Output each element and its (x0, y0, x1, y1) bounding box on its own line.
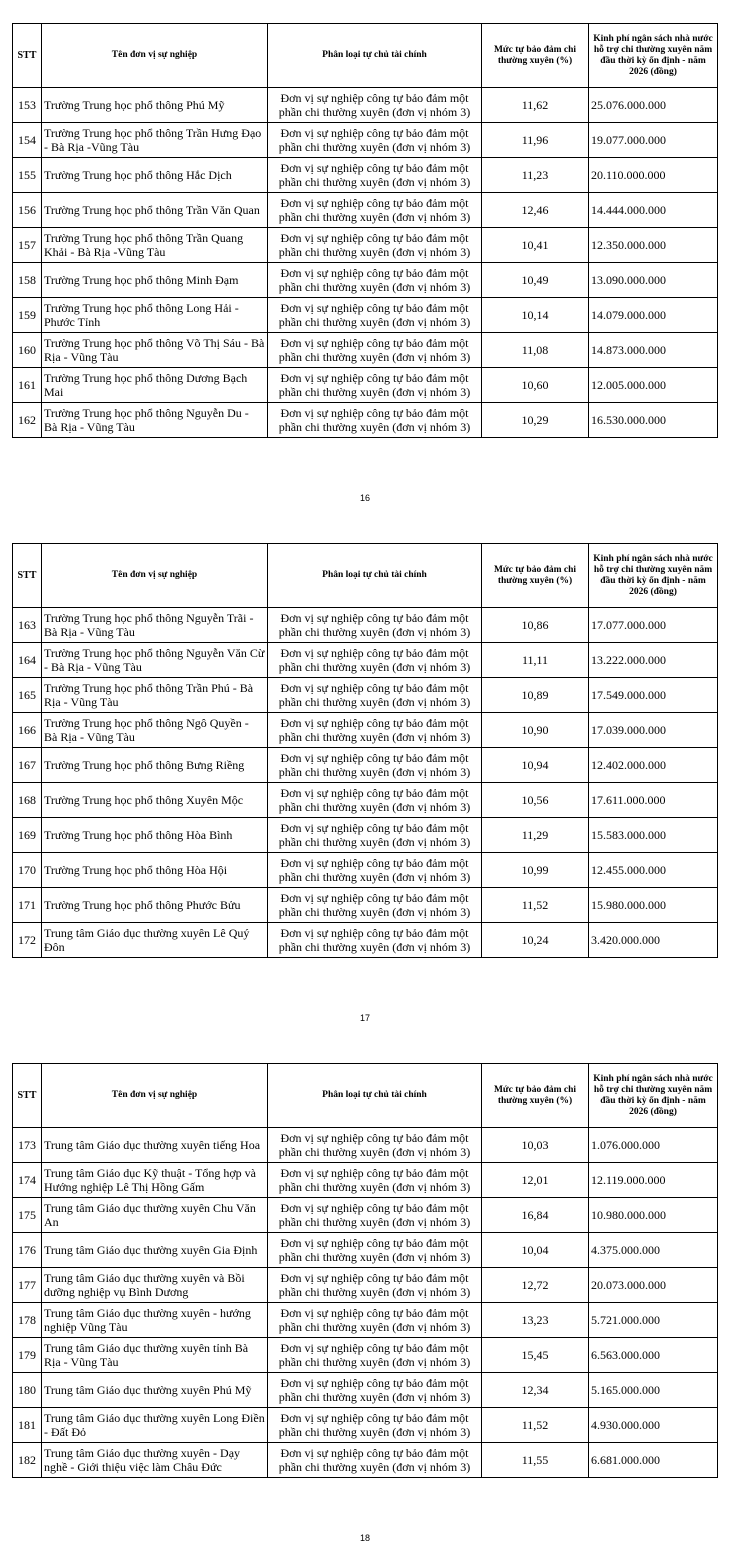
cell-name: Trường Trung học phổ thông Minh Đạm (42, 263, 268, 298)
cell-pct: 10,89 (482, 678, 589, 713)
cell-amount: 12.005.000.000 (589, 368, 718, 403)
table-row (13, 748, 718, 783)
cell-type: Đơn vị sự nghiệp công tự bảo đảm một phần chi thường xuyên (đơn vị nhóm 3) (268, 1373, 482, 1408)
table-row (13, 298, 718, 333)
cell-type: Đơn vị sự nghiệp công tự bảo đảm một phần chi thường xuyên (đơn vị nhóm 3) (268, 1198, 482, 1233)
cell-type: Đơn vị sự nghiệp công tự bảo đảm một phần chi thường xuyên (đơn vị nhóm 3) (268, 888, 482, 923)
cell-stt: 181 (13, 1408, 42, 1443)
table-row (13, 263, 718, 298)
cell-amount: 15.980.000.000 (589, 888, 718, 923)
cell-stt: 179 (13, 1338, 42, 1373)
cell-pct: 10,49 (482, 263, 589, 298)
cell-pct: 16,84 (482, 1198, 589, 1233)
cell-stt: 164 (13, 643, 42, 678)
column-header-name: Tên đơn vị sự nghiệp (42, 1064, 268, 1128)
cell-stt: 166 (13, 713, 42, 748)
cell-name: Trường Trung học phổ thông Võ Thị Sáu - Bà Rịa - Vũng Tàu (42, 333, 268, 368)
cell-stt: 167 (13, 748, 42, 783)
cell-name: Trung tâm Giáo dục thường xuyên tỉnh Bà Rịa - Vũng Tàu (42, 1338, 268, 1373)
cell-amount: 13.222.000.000 (589, 643, 718, 678)
cell-pct: 10,86 (482, 608, 589, 643)
cell-stt: 169 (13, 818, 42, 853)
cell-name: Trung tâm Giáo dục thường xuyên Long Điền - Đất Đỏ (42, 1408, 268, 1443)
cell-pct: 10,14 (482, 298, 589, 333)
table-row (13, 1338, 718, 1373)
cell-type: Đơn vị sự nghiệp công tự bảo đảm một phần chi thường xuyên (đơn vị nhóm 3) (268, 158, 482, 193)
cell-type: Đơn vị sự nghiệp công tự bảo đảm một phần chi thường xuyên (đơn vị nhóm 3) (268, 643, 482, 678)
table-header-row (13, 1064, 718, 1128)
cell-name: Trường Trung học phổ thông Hắc Dịch (42, 158, 268, 193)
page-number: 16 (359, 493, 370, 503)
cell-name: Trường Trung học phổ thông Phước Bửu (42, 888, 268, 923)
table-page-2 (12, 543, 717, 958)
cell-amount: 3.420.000.000 (589, 923, 718, 958)
column-header-type: Phân loại tự chủ tài chính (268, 544, 482, 608)
cell-name: Trường Trung học phổ thông Ngô Quyền - Bà Rịa - Vũng Tàu (42, 713, 268, 748)
cell-amount: 5.721.000.000 (589, 1303, 718, 1338)
cell-type: Đơn vị sự nghiệp công tự bảo đảm một phần chi thường xuyên (đơn vị nhóm 3) (268, 1233, 482, 1268)
table-row (13, 403, 718, 438)
cell-amount: 14.444.000.000 (589, 193, 718, 228)
cell-type: Đơn vị sự nghiệp công tự bảo đảm một phần chi thường xuyên (đơn vị nhóm 3) (268, 608, 482, 643)
cell-type: Đơn vị sự nghiệp công tự bảo đảm một phần chi thường xuyên (đơn vị nhóm 3) (268, 228, 482, 263)
cell-amount: 1.076.000.000 (589, 1128, 718, 1163)
cell-type: Đơn vị sự nghiệp công tự bảo đảm một phần chi thường xuyên (đơn vị nhóm 3) (268, 263, 482, 298)
cell-stt: 162 (13, 403, 42, 438)
cell-amount: 6.563.000.000 (589, 1338, 718, 1373)
cell-type: Đơn vị sự nghiệp công tự bảo đảm một phần chi thường xuyên (đơn vị nhóm 3) (268, 298, 482, 333)
cell-type: Đơn vị sự nghiệp công tự bảo đảm một phần chi thường xuyên (đơn vị nhóm 3) (268, 1128, 482, 1163)
cell-stt: 157 (13, 228, 42, 263)
column-header-type: Phân loại tự chủ tài chính (268, 24, 482, 88)
cell-amount: 12.402.000.000 (589, 748, 718, 783)
cell-name: Trường Trung học phổ thông Hòa Hội (42, 853, 268, 888)
cell-stt: 176 (13, 1233, 42, 1268)
table-row (13, 678, 718, 713)
cell-amount: 15.583.000.000 (589, 818, 718, 853)
table-row (13, 193, 718, 228)
cell-stt: 161 (13, 368, 42, 403)
cell-type: Đơn vị sự nghiệp công tự bảo đảm một phần chi thường xuyên (đơn vị nhóm 3) (268, 123, 482, 158)
cell-name: Trường Trung học phổ thông Trần Quang Khải - Bà Rịa -Vũng Tàu (42, 228, 268, 263)
cell-name: Trường Trung học phổ thông Nguyễn Trãi - Bà Rịa - Vũng Tàu (42, 608, 268, 643)
cell-stt: 178 (13, 1303, 42, 1338)
cell-pct: 11,62 (482, 88, 589, 123)
cell-type: Đơn vị sự nghiệp công tự bảo đảm một phần chi thường xuyên (đơn vị nhóm 3) (268, 193, 482, 228)
cell-amount: 14.079.000.000 (589, 298, 718, 333)
cell-pct: 10,60 (482, 368, 589, 403)
cell-pct: 13,23 (482, 1303, 589, 1338)
table-row (13, 888, 718, 923)
cell-amount: 12.455.000.000 (589, 853, 718, 888)
column-header-name: Tên đơn vị sự nghiệp (42, 24, 268, 88)
cell-stt: 168 (13, 783, 42, 818)
budget-table (12, 543, 718, 958)
cell-pct: 11,55 (482, 1443, 589, 1478)
table-row (13, 368, 718, 403)
cell-stt: 172 (13, 923, 42, 958)
budget-table (12, 23, 718, 438)
column-header-amount: Kinh phí ngân sách nhà nước hỗ trợ chi thường xuyên năm đầu thời kỳ ổn định - năm 2026 (đồng) (589, 24, 718, 88)
cell-name: Trường Trung học phổ thông Trần Hưng Đạo - Bà Rịa -Vũng Tàu (42, 123, 268, 158)
cell-stt: 165 (13, 678, 42, 713)
page-number: 18 (359, 1533, 370, 1543)
cell-type: Đơn vị sự nghiệp công tự bảo đảm một phần chi thường xuyên (đơn vị nhóm 3) (268, 818, 482, 853)
cell-pct: 12,72 (482, 1268, 589, 1303)
cell-amount: 14.873.000.000 (589, 333, 718, 368)
cell-name: Trường Trung học phổ thông Phú Mỹ (42, 88, 268, 123)
table-row (13, 1443, 718, 1478)
cell-stt: 180 (13, 1373, 42, 1408)
cell-amount: 12.350.000.000 (589, 228, 718, 263)
cell-name: Trường Trung học phổ thông Trần Văn Quan (42, 193, 268, 228)
cell-amount: 4.930.000.000 (589, 1408, 718, 1443)
cell-name: Trung tâm Giáo dục thường xuyên và Bồi dưỡng nghiệp vụ Bình Dương (42, 1268, 268, 1303)
cell-amount: 13.090.000.000 (589, 263, 718, 298)
cell-pct: 12,46 (482, 193, 589, 228)
cell-stt: 174 (13, 1163, 42, 1198)
cell-amount: 6.681.000.000 (589, 1443, 718, 1478)
cell-type: Đơn vị sự nghiệp công tự bảo đảm một phần chi thường xuyên (đơn vị nhóm 3) (268, 1268, 482, 1303)
cell-pct: 10,99 (482, 853, 589, 888)
cell-stt: 173 (13, 1128, 42, 1163)
table-row (13, 123, 718, 158)
cell-type: Đơn vị sự nghiệp công tự bảo đảm một phần chi thường xuyên (đơn vị nhóm 3) (268, 1338, 482, 1373)
cell-pct: 11,52 (482, 1408, 589, 1443)
column-header-name: Tên đơn vị sự nghiệp (42, 544, 268, 608)
column-header-amount: Kinh phí ngân sách nhà nước hỗ trợ chi thường xuyên năm đầu thời kỳ ổn định - năm 2026 (đồng) (589, 1064, 718, 1128)
cell-type: Đơn vị sự nghiệp công tự bảo đảm một phần chi thường xuyên (đơn vị nhóm 3) (268, 678, 482, 713)
cell-pct: 10,03 (482, 1128, 589, 1163)
table-row (13, 158, 718, 193)
cell-name: Trung tâm Giáo dục thường xuyên Lê Quý Đôn (42, 923, 268, 958)
cell-name: Trường Trung học phổ thông Hòa Bình (42, 818, 268, 853)
cell-name: Trung tâm Giáo dục thường xuyên - Dạy nghề - Giới thiệu việc làm Châu Đức (42, 1443, 268, 1478)
cell-type: Đơn vị sự nghiệp công tự bảo đảm một phần chi thường xuyên (đơn vị nhóm 3) (268, 1163, 482, 1198)
cell-stt: 160 (13, 333, 42, 368)
cell-pct: 11,08 (482, 333, 589, 368)
cell-type: Đơn vị sự nghiệp công tự bảo đảm một phần chi thường xuyên (đơn vị nhóm 3) (268, 853, 482, 888)
cell-type: Đơn vị sự nghiệp công tự bảo đảm một phần chi thường xuyên (đơn vị nhóm 3) (268, 333, 482, 368)
column-header-pct: Mức tự bảo đảm chi thường xuyên (%) (482, 24, 589, 88)
table-row (13, 1408, 718, 1443)
cell-amount: 20.073.000.000 (589, 1268, 718, 1303)
cell-amount: 4.375.000.000 (589, 1233, 718, 1268)
table-row (13, 1268, 718, 1303)
table-row (13, 923, 718, 958)
cell-name: Trường Trung học phổ thông Bưng Riềng (42, 748, 268, 783)
cell-stt: 170 (13, 853, 42, 888)
cell-name: Trung tâm Giáo dục thường xuyên - hướng nghiệp Vũng Tàu (42, 1303, 268, 1338)
cell-stt: 171 (13, 888, 42, 923)
cell-amount: 25.076.000.000 (589, 88, 718, 123)
table-row (13, 1128, 718, 1163)
cell-name: Trường Trung học phổ thông Nguyễn Văn Cừ - Bà Rịa - Vũng Tàu (42, 643, 268, 678)
cell-name: Trung tâm Giáo dục thường xuyên Phú Mỹ (42, 1373, 268, 1408)
cell-pct: 10,04 (482, 1233, 589, 1268)
cell-pct: 10,41 (482, 228, 589, 263)
cell-pct: 15,45 (482, 1338, 589, 1373)
cell-amount: 17.077.000.000 (589, 608, 718, 643)
cell-pct: 12,01 (482, 1163, 589, 1198)
cell-pct: 10,94 (482, 748, 589, 783)
cell-type: Đơn vị sự nghiệp công tự bảo đảm một phần chi thường xuyên (đơn vị nhóm 3) (268, 923, 482, 958)
cell-name: Trường Trung học phổ thông Trần Phú - Bà Rịa - Vũng Tàu (42, 678, 268, 713)
cell-stt: 163 (13, 608, 42, 643)
cell-stt: 155 (13, 158, 42, 193)
table-page-3 (12, 1063, 717, 1478)
table-row (13, 713, 718, 748)
cell-stt: 153 (13, 88, 42, 123)
cell-pct: 11,29 (482, 818, 589, 853)
cell-amount: 10.980.000.000 (589, 1198, 718, 1233)
column-header-type: Phân loại tự chủ tài chính (268, 1064, 482, 1128)
cell-name: Trung tâm Giáo dục thường xuyên Chu Văn An (42, 1198, 268, 1233)
cell-pct: 11,11 (482, 643, 589, 678)
cell-stt: 182 (13, 1443, 42, 1478)
column-header-pct: Mức tự bảo đảm chi thường xuyên (%) (482, 544, 589, 608)
cell-stt: 158 (13, 263, 42, 298)
page-number: 17 (359, 1013, 370, 1023)
cell-type: Đơn vị sự nghiệp công tự bảo đảm một phần chi thường xuyên (đơn vị nhóm 3) (268, 1408, 482, 1443)
table-row (13, 1233, 718, 1268)
column-header-stt: STT (13, 24, 42, 88)
cell-type: Đơn vị sự nghiệp công tự bảo đảm một phần chi thường xuyên (đơn vị nhóm 3) (268, 748, 482, 783)
column-header-stt: STT (13, 544, 42, 608)
cell-amount: 20.110.000.000 (589, 158, 718, 193)
cell-type: Đơn vị sự nghiệp công tự bảo đảm một phần chi thường xuyên (đơn vị nhóm 3) (268, 713, 482, 748)
budget-table (12, 1063, 718, 1478)
cell-amount: 19.077.000.000 (589, 123, 718, 158)
cell-name: Trung tâm Giáo dục Kỹ thuật - Tổng hợp và Hướng nghiệp Lê Thị Hồng Gấm (42, 1163, 268, 1198)
cell-name: Trung tâm Giáo dục thường xuyên Gia Định (42, 1233, 268, 1268)
cell-stt: 154 (13, 123, 42, 158)
table-header-row (13, 544, 718, 608)
cell-name: Trường Trung học phổ thông Xuyên Mộc (42, 783, 268, 818)
table-row (13, 818, 718, 853)
cell-type: Đơn vị sự nghiệp công tự bảo đảm một phần chi thường xuyên (đơn vị nhóm 3) (268, 88, 482, 123)
cell-amount: 17.039.000.000 (589, 713, 718, 748)
cell-amount: 12.119.000.000 (589, 1163, 718, 1198)
cell-type: Đơn vị sự nghiệp công tự bảo đảm một phần chi thường xuyên (đơn vị nhóm 3) (268, 1443, 482, 1478)
table-row (13, 333, 718, 368)
table-row (13, 783, 718, 818)
cell-amount: 16.530.000.000 (589, 403, 718, 438)
column-header-pct: Mức tự bảo đảm chi thường xuyên (%) (482, 1064, 589, 1128)
cell-name: Trung tâm Giáo dục thường xuyên tiếng Hoa (42, 1128, 268, 1163)
cell-stt: 177 (13, 1268, 42, 1303)
cell-pct: 10,90 (482, 713, 589, 748)
table-row (13, 1198, 718, 1233)
cell-name: Trường Trung học phổ thông Long Hải - Phước Tỉnh (42, 298, 268, 333)
column-header-amount: Kinh phí ngân sách nhà nước hỗ trợ chi thường xuyên năm đầu thời kỳ ổn định - năm 2026 (đồng) (589, 544, 718, 608)
cell-stt: 175 (13, 1198, 42, 1233)
table-row (13, 1303, 718, 1338)
cell-name: Trường Trung học phổ thông Dương Bạch Mai (42, 368, 268, 403)
cell-type: Đơn vị sự nghiệp công tự bảo đảm một phần chi thường xuyên (đơn vị nhóm 3) (268, 783, 482, 818)
cell-pct: 10,56 (482, 783, 589, 818)
table-row (13, 853, 718, 888)
cell-pct: 11,23 (482, 158, 589, 193)
cell-pct: 12,34 (482, 1373, 589, 1408)
cell-stt: 159 (13, 298, 42, 333)
cell-pct: 11,52 (482, 888, 589, 923)
table-row (13, 643, 718, 678)
cell-amount: 5.165.000.000 (589, 1373, 718, 1408)
cell-name: Trường Trung học phổ thông Nguyễn Du - Bà Rịa - Vũng Tàu (42, 403, 268, 438)
cell-pct: 10,29 (482, 403, 589, 438)
column-header-stt: STT (13, 1064, 42, 1128)
table-row (13, 608, 718, 643)
cell-stt: 156 (13, 193, 42, 228)
table-page-1 (12, 23, 717, 438)
cell-amount: 17.549.000.000 (589, 678, 718, 713)
table-row (13, 1373, 718, 1408)
table-row (13, 88, 718, 123)
table-row (13, 1163, 718, 1198)
cell-type: Đơn vị sự nghiệp công tự bảo đảm một phần chi thường xuyên (đơn vị nhóm 3) (268, 403, 482, 438)
cell-type: Đơn vị sự nghiệp công tự bảo đảm một phần chi thường xuyên (đơn vị nhóm 3) (268, 368, 482, 403)
cell-type: Đơn vị sự nghiệp công tự bảo đảm một phần chi thường xuyên (đơn vị nhóm 3) (268, 1303, 482, 1338)
table-header-row (13, 24, 718, 88)
cell-pct: 10,24 (482, 923, 589, 958)
cell-pct: 11,96 (482, 123, 589, 158)
cell-amount: 17.611.000.000 (589, 783, 718, 818)
table-row (13, 228, 718, 263)
